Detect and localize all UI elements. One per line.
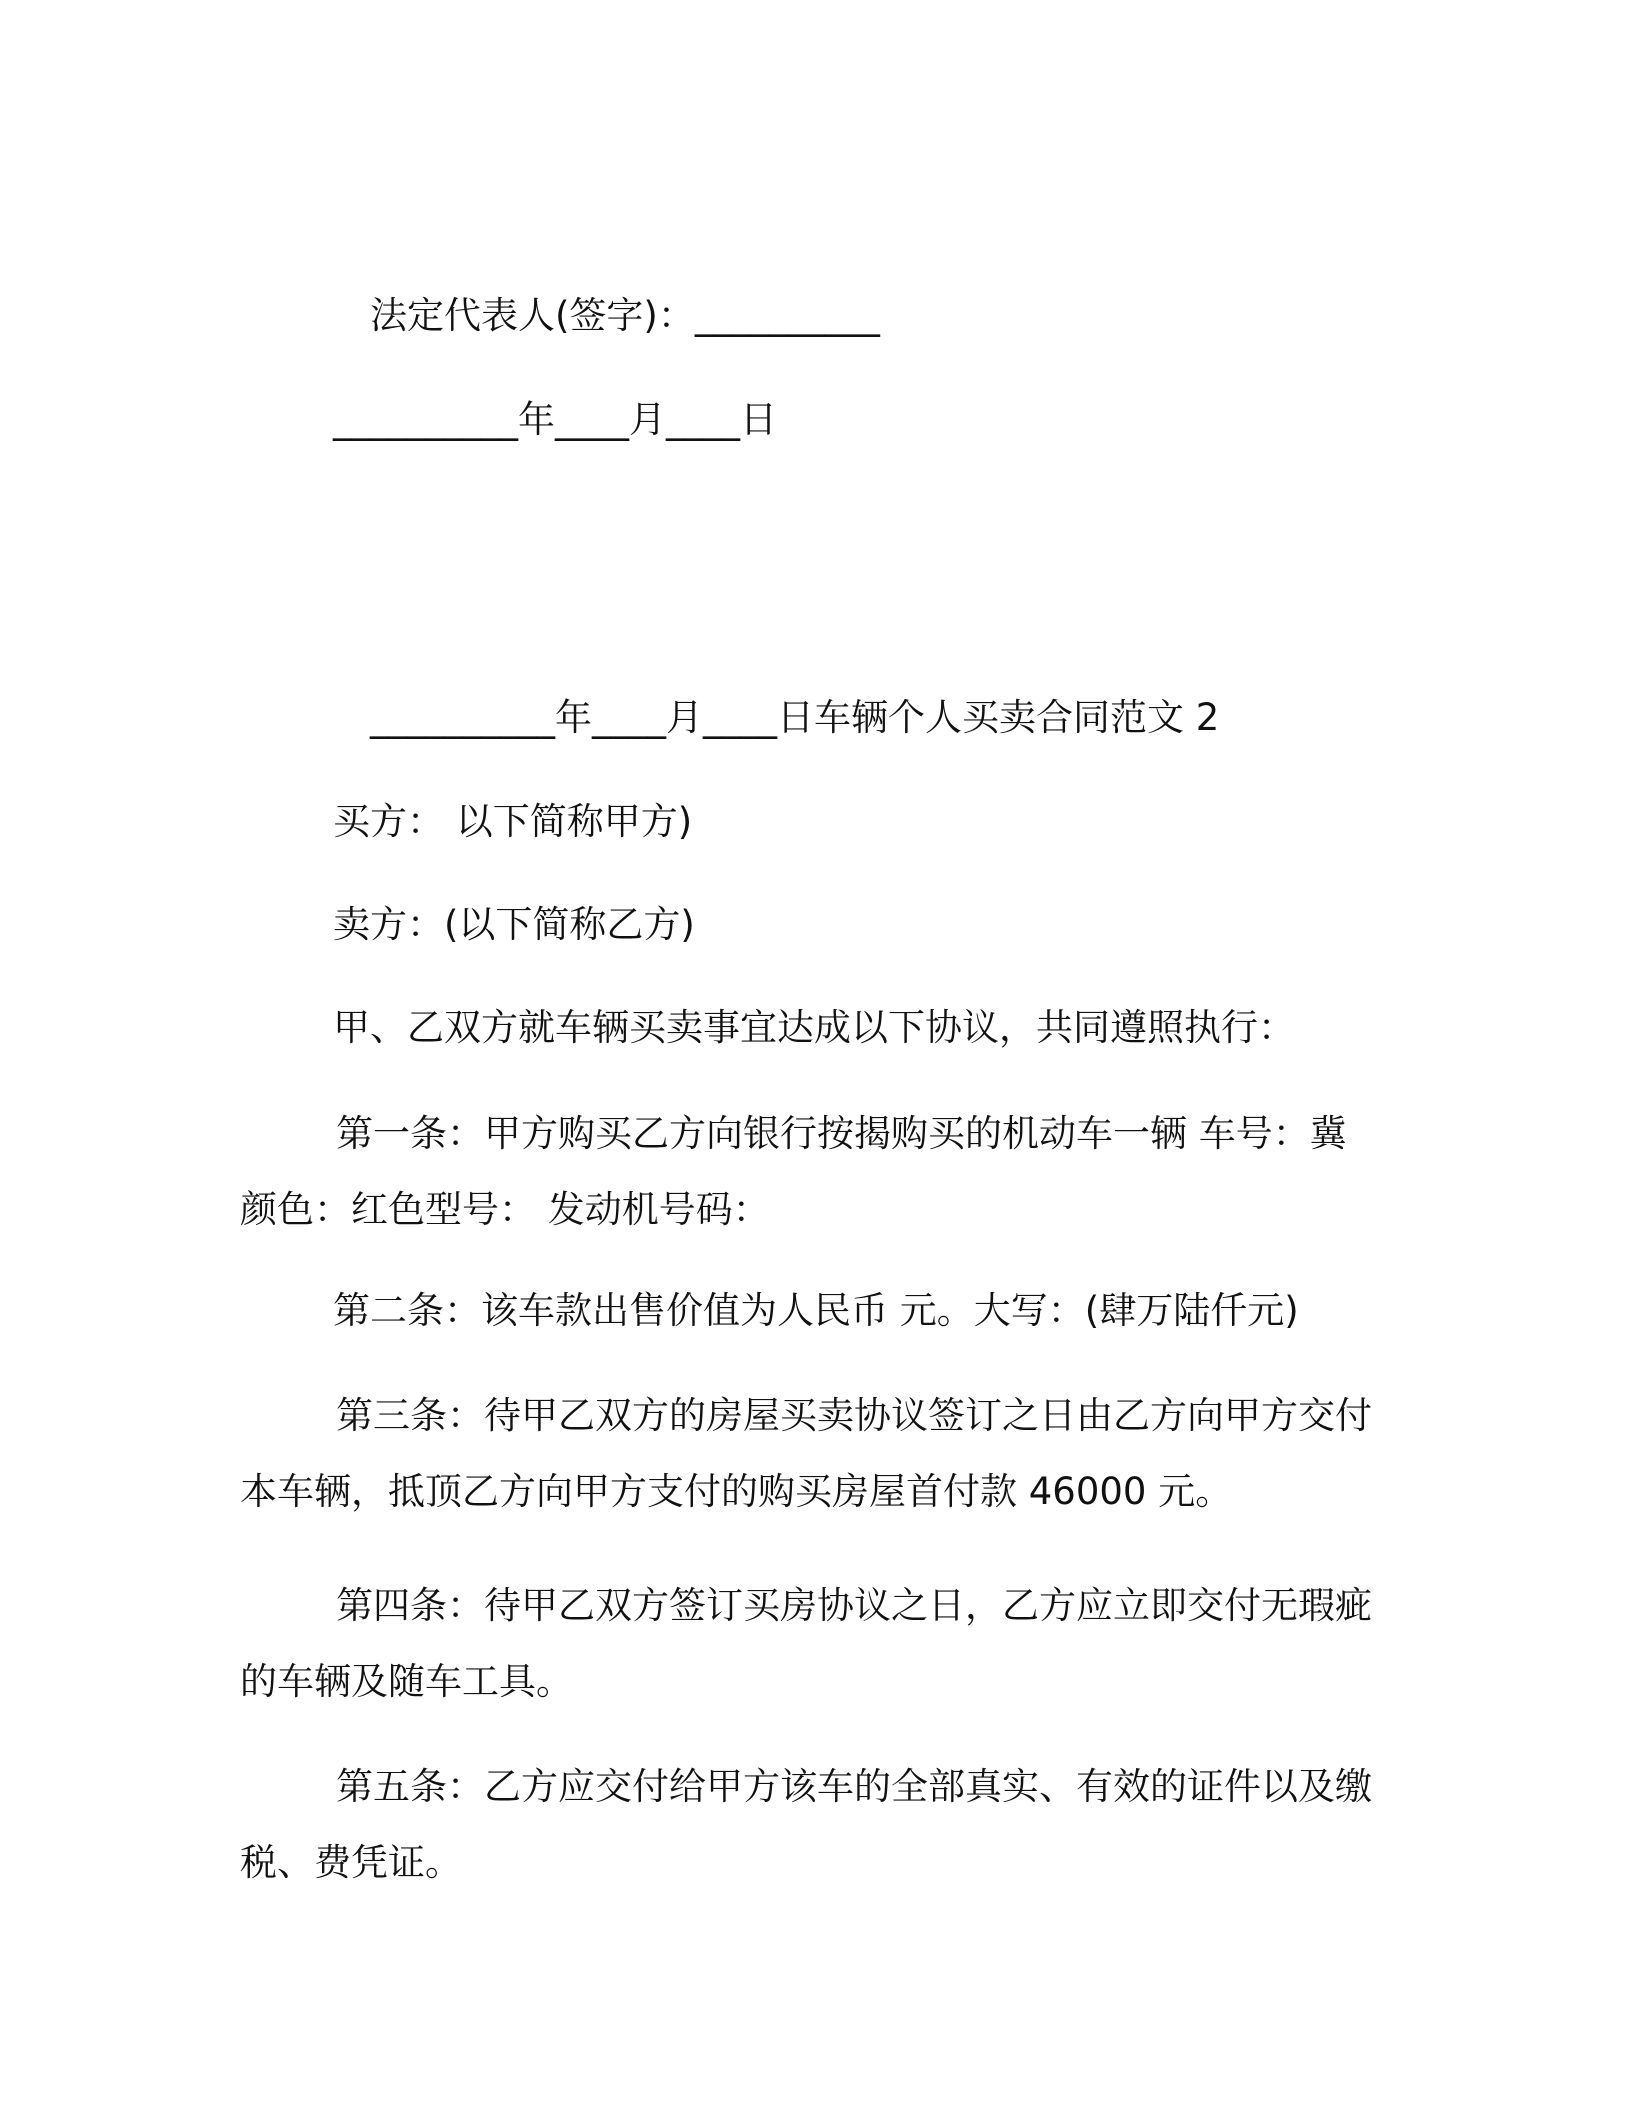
article-2: 第二条：该车款出售价值为人民币 元。大写：(肆万陆仟元) xyxy=(333,1289,1299,1332)
article-5: 第五条：乙方应交付给甲方该车的全部真实、有效的证件以及缴税、费凭证。 xyxy=(240,1765,1372,1884)
seller-line: 卖方：(以下简称乙方) xyxy=(333,903,695,946)
contract-title: __________年____月____日车辆个人买卖合同范文 2 xyxy=(370,696,1220,739)
buyer-line: 买方： 以下简称甲方) xyxy=(333,800,693,843)
signature-line: 法定代表人(签字)：__________ xyxy=(370,294,880,337)
article-1: 第一条：甲方购买乙方向银行按揭购买的机动车一辆 车号：冀颜色：红色型号： 发动机号码： xyxy=(240,1112,1347,1231)
intro-paragraph: 甲、乙双方就车辆买卖事宜达成以下协议，共同遵照执行： xyxy=(333,1006,1295,1049)
article-4: 第四条：待甲乙双方签订买房协议之日，乙方应立即交付无瑕疵的车辆及随车工具。 xyxy=(240,1584,1372,1703)
article-3: 第三条：待甲乙双方的房屋买卖协议签订之日由乙方向甲方交付本车辆，抵顶乙方向甲方支付的购买房屋首付款 46000 元。 xyxy=(240,1394,1372,1513)
date-line: __________年____月____日 xyxy=(333,398,777,441)
